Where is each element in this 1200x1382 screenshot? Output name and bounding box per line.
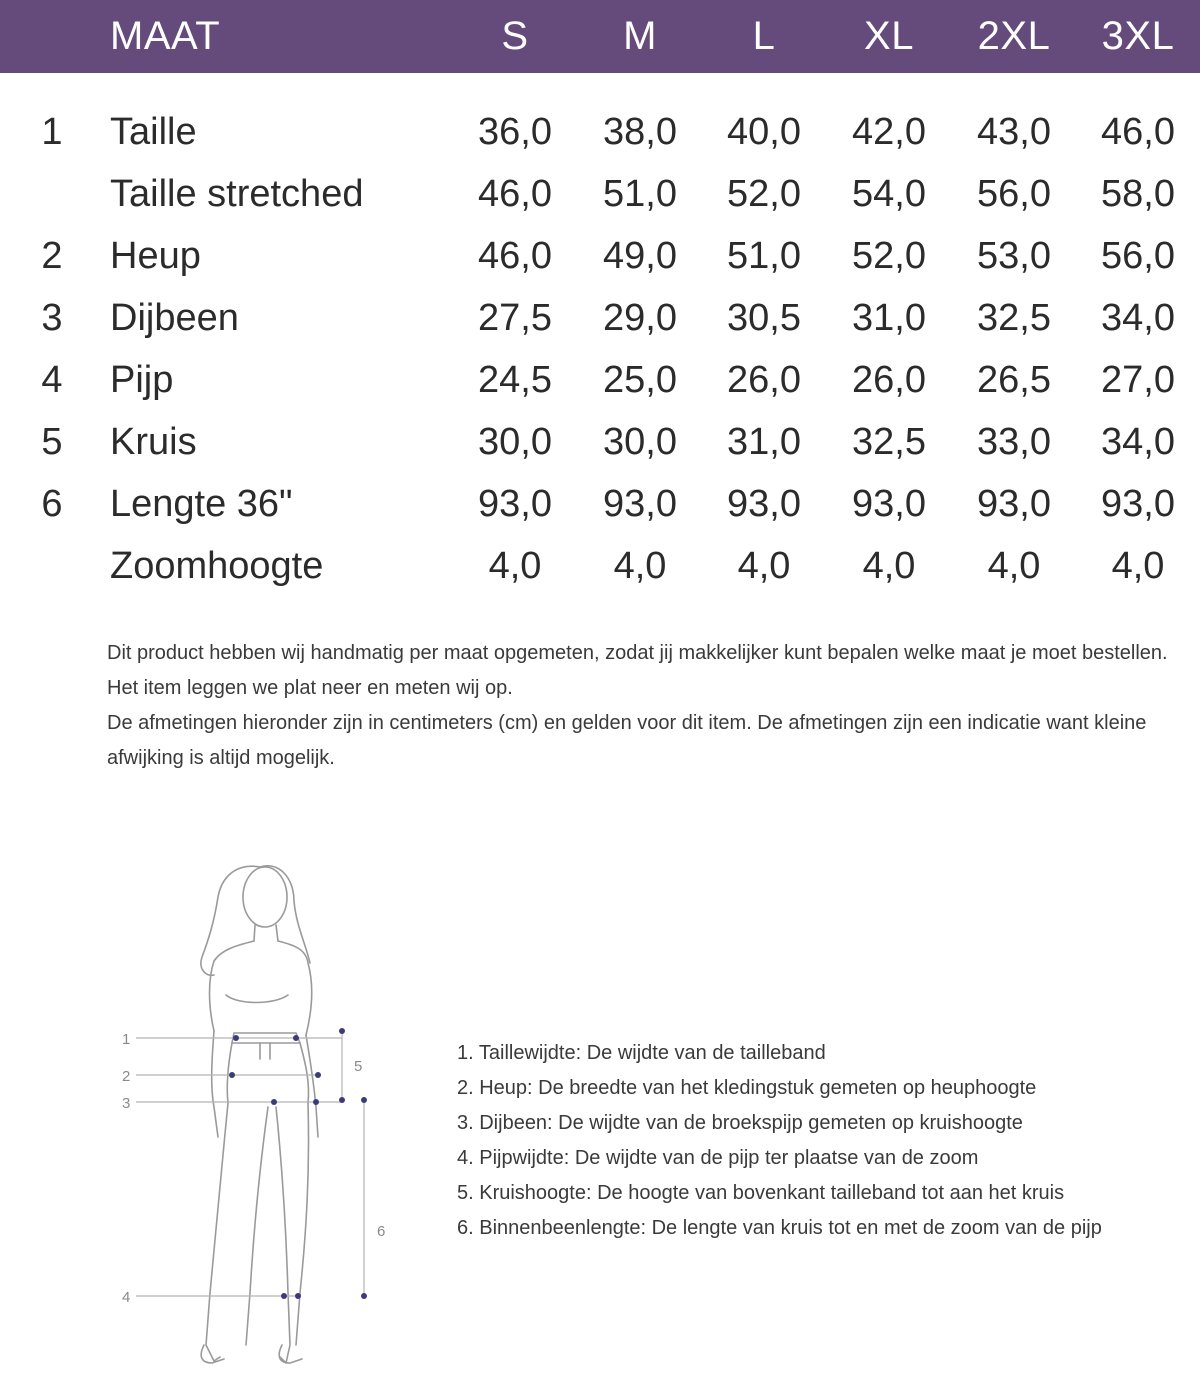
marker-3: 3 [122,1095,131,1112]
row-label: Kruis [110,421,197,463]
row-value: 24,5 [478,359,552,401]
row-value: 40,0 [727,111,801,153]
marker-2: 2 [122,1068,131,1085]
row-label: Zoomhoogte [110,545,324,587]
header-size-xl: XL [864,14,914,58]
table-row [0,101,1200,163]
size-table-header [0,0,1200,73]
note-line-2: Het item leggen we plat neer en meten wij op. [107,677,513,699]
row-value: 43,0 [977,111,1051,153]
row-value: 30,5 [727,297,801,339]
row-value: 31,0 [727,421,801,463]
row-value: 32,5 [977,297,1051,339]
marker-1: 1 [122,1031,131,1048]
row-number: 6 [41,483,63,525]
header-maat-label: MAAT [110,14,221,58]
row-value: 4,0 [1111,545,1165,587]
row-value: 29,0 [603,297,677,339]
legend-item: 1. Taillewijdte: De wijdte van de tailleband [457,1042,826,1064]
row-label: Taille stretched [110,173,364,215]
row-value: 30,0 [603,421,677,463]
legend-item: 4. Pijpwijdte: De wijdte van de pijp ter plaatse van de zoom [457,1147,979,1169]
header-size-s: S [501,14,529,58]
row-value: 34,0 [1101,297,1175,339]
row-number: 1 [41,111,63,153]
row-value: 4,0 [987,545,1041,587]
header-size-m: M [623,14,657,58]
row-value: 26,5 [977,359,1051,401]
row-value: 93,0 [977,483,1051,525]
row-label: Dijbeen [110,297,239,339]
measurement-note [107,636,1177,776]
note-line-1: Dit product hebben wij handmatig per maat opgemeten, zodat jij makkelijker kunt bepalen welke maat je moet bestellen. [107,642,1168,664]
row-value: 58,0 [1101,173,1175,215]
table-row [0,411,1200,473]
row-value: 93,0 [727,483,801,525]
measurement-figure [110,845,410,1375]
row-value: 52,0 [852,235,926,277]
row-value: 4,0 [488,545,542,587]
table-row [0,473,1200,535]
row-value: 30,0 [478,421,552,463]
row-value: 46,0 [1101,111,1175,153]
row-value: 93,0 [852,483,926,525]
table-row [0,535,1200,597]
row-value: 52,0 [727,173,801,215]
header-size-2xl: 2XL [977,14,1051,58]
measurement-legend [457,1036,1177,1246]
row-label: Lengte 36" [110,483,293,525]
table-row [0,287,1200,349]
row-value: 25,0 [603,359,677,401]
row-value: 27,0 [1101,359,1175,401]
row-value: 93,0 [478,483,552,525]
row-value: 49,0 [603,235,677,277]
row-number: 5 [41,421,63,463]
row-value: 93,0 [1101,483,1175,525]
row-value: 54,0 [852,173,926,215]
row-value: 53,0 [977,235,1051,277]
header-size-3xl: 3XL [1101,14,1175,58]
row-value: 56,0 [1101,235,1175,277]
row-value: 46,0 [478,173,552,215]
row-value: 34,0 [1101,421,1175,463]
row-number: 3 [41,297,63,339]
row-value: 4,0 [862,545,916,587]
row-value: 42,0 [852,111,926,153]
row-value: 56,0 [977,173,1051,215]
row-value: 36,0 [478,111,552,153]
row-value: 46,0 [478,235,552,277]
legend-item: 5. Kruishoogte: De hoogte van bovenkant tailleband tot aan het kruis [457,1182,1065,1204]
note-line-3: De afmetingen hieronder zijn in centimeters (cm) en gelden voor dit item. De afmetingen zijn een indicatie want kleine afwijking is altijd mogelijk. [107,712,1147,769]
row-value: 93,0 [603,483,677,525]
row-value: 4,0 [737,545,791,587]
row-label: Heup [110,235,201,277]
row-value: 38,0 [603,111,677,153]
header-size-l: L [752,14,776,58]
row-value: 4,0 [613,545,667,587]
row-value: 32,5 [852,421,926,463]
row-value: 51,0 [603,173,677,215]
table-row [0,225,1200,287]
legend-item: 3. Dijbeen: De wijdte van de broekspijp gemeten op kruishoogte [457,1112,1023,1134]
marker-5: 5 [354,1058,363,1075]
row-value: 31,0 [852,297,926,339]
woman-outline-illustration [201,866,318,1363]
row-value: 33,0 [977,421,1051,463]
legend-item: 6. Binnenbeenlengte: De lengte van kruis tot en met de zoom van de pijp [457,1217,1102,1239]
row-number: 4 [41,359,63,401]
table-row [0,349,1200,411]
row-number: 2 [41,235,63,277]
marker-4: 4 [122,1289,131,1306]
row-label: Taille [110,111,197,153]
row-value: 26,0 [852,359,926,401]
row-value: 26,0 [727,359,801,401]
table-row [0,163,1200,225]
row-value: 51,0 [727,235,801,277]
marker-6: 6 [377,1223,386,1240]
row-label: Pijp [110,359,174,401]
legend-item: 2. Heup: De breedte van het kledingstuk gemeten op heuphoogte [457,1077,1037,1099]
row-value: 27,5 [478,297,552,339]
